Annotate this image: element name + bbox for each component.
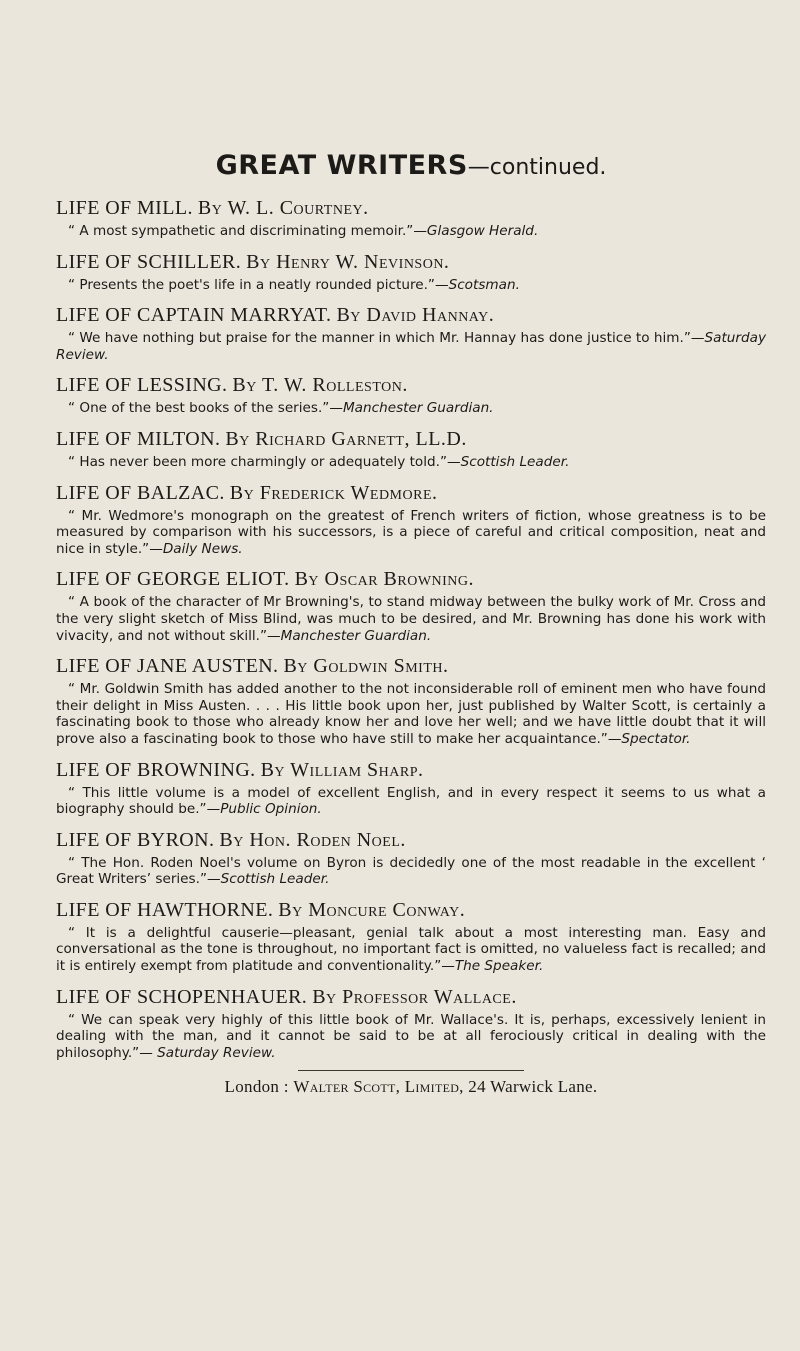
imprint-prefix: London : xyxy=(224,1077,289,1097)
review-source: —Scottish Leader. xyxy=(447,453,570,470)
book-title: LIFE OF GEORGE ELIOT. xyxy=(56,568,290,591)
author-name: By Oscar Browning. xyxy=(294,568,475,591)
author-name: By T. W. Rolleston. xyxy=(232,374,408,397)
book-entry xyxy=(56,480,766,558)
author-name: By W. L. Courtney. xyxy=(197,197,369,219)
review-source: —Scottish Leader. xyxy=(207,871,330,888)
entry-title xyxy=(56,426,766,452)
review-quote xyxy=(56,400,766,417)
quote-text: “ Has never been more charmingly or adequately told.” xyxy=(68,453,447,470)
review-quote xyxy=(56,785,766,818)
review-source: —Scotsman. xyxy=(434,276,520,293)
entry-title xyxy=(56,566,766,592)
quote-text: “ We can speak very highly of this little book of Mr. Wallace's. It is, perhaps, excessively lenient in dealing with the man, and it cannot be said to be at all ferociously critical in dealing with the philosophy.” xyxy=(56,1011,766,1061)
review-source: —Manchester Guardian. xyxy=(267,627,432,644)
footer-divider xyxy=(298,1070,524,1071)
entry-title xyxy=(56,480,766,506)
entry-title xyxy=(56,653,766,679)
author-name: By Richard Garnett, LL.D. xyxy=(225,427,467,450)
author-name: By David Hannay. xyxy=(336,304,495,327)
quote-text: “ Mr. Wedmore's monograph on the greatest of French writers of fiction, whose greatness is to be measured by comparison with his successors, is a piece of careful and critical composition, neat and nice in style.” xyxy=(56,507,766,557)
author-name: By William Sharp. xyxy=(260,758,424,781)
book-entry xyxy=(56,827,766,888)
book-entry xyxy=(56,757,766,818)
author-name: By Hon. Roden Noel. xyxy=(219,828,406,851)
book-entry xyxy=(56,426,766,471)
review-quote xyxy=(56,330,766,363)
quote-text: “ It is a delightful causerie—pleasant, genial talk about a most interesting man. Easy and conversational as the tone is throughout, no important fact is omitted, no valueless fact is recalled; and it is entirely exempt from platitude and conventionality.” xyxy=(56,924,766,975)
imprint-publisher: Walter Scott, Limited, xyxy=(293,1077,464,1097)
quote-text: “ The Hon. Roden Noel's volume on Byron is decidedly one of the most readable in the excellent ‘ Great Writers’ series.” xyxy=(56,854,766,888)
author-name: By Moncure Conway. xyxy=(278,898,466,921)
book-title: LIFE OF MILL. xyxy=(56,197,193,219)
review-quote xyxy=(56,681,766,747)
book-entry xyxy=(56,249,766,294)
quote-text: “ Presents the poet's life in a neatly rounded picture.” xyxy=(68,276,435,293)
quote-text: “ This little volume is a model of excellent English, and in every respect it seems to us what a biography should be.” xyxy=(56,784,766,818)
page-heading xyxy=(56,150,766,181)
book-entry xyxy=(56,372,766,417)
book-title: LIFE OF BALZAC. xyxy=(56,481,225,504)
book-title: LIFE OF SCHOPENHAUER. xyxy=(56,985,308,1008)
author-name: By Frederick Wedmore. xyxy=(229,481,438,504)
book-title: LIFE OF JANE AUSTEN. xyxy=(56,655,279,678)
entry-title xyxy=(56,302,766,328)
book-entry xyxy=(56,897,766,975)
author-name: By Goldwin Smith. xyxy=(283,655,449,678)
book-entry xyxy=(56,302,766,363)
review-quote xyxy=(56,223,766,240)
review-source: —The Speaker. xyxy=(441,958,544,975)
book-entry xyxy=(56,984,766,1062)
entry-title xyxy=(56,757,766,783)
book-title: LIFE OF CAPTAIN MARRYAT. xyxy=(56,304,332,327)
review-quote xyxy=(56,454,766,471)
entry-title xyxy=(56,984,766,1010)
review-source: — Saturday Review. xyxy=(139,1044,276,1061)
book-title: LIFE OF BROWNING. xyxy=(56,758,256,781)
review-source: —Saturday Review. xyxy=(56,330,766,363)
review-quote xyxy=(56,1012,766,1062)
book-title: LIFE OF LESSING. xyxy=(56,374,228,397)
review-quote xyxy=(56,508,766,558)
book-title: LIFE OF HAWTHORNE. xyxy=(56,898,274,921)
continued-label: —continued. xyxy=(467,155,607,180)
review-source: —Public Opinion. xyxy=(206,801,322,818)
book-title: LIFE OF MILTON. xyxy=(56,427,221,450)
book-entry xyxy=(56,653,766,747)
entry-title xyxy=(56,827,766,853)
author-name: By Professor Wallace. xyxy=(312,985,517,1008)
review-quote xyxy=(56,594,766,644)
quote-text: “ Mr. Goldwin Smith has added another to the not inconsiderable roll of eminent men who have found their delight in Miss Austen. . . . His little book upon her, just published by Walter Scott, is certainly a fascinating book to those who already know her and love her well; and we have little doubt that it will prove also a fascinating book to those who have still to make her acquaintance.” xyxy=(56,681,766,747)
review-quote xyxy=(56,277,766,294)
review-quote xyxy=(56,855,766,888)
review-source: —Spectator. xyxy=(607,730,691,747)
review-source: —Glasgow Herald. xyxy=(413,223,539,239)
book-entry xyxy=(56,195,766,240)
review-source: —Daily News. xyxy=(149,540,243,557)
review-source: —Manchester Guardian. xyxy=(329,400,494,417)
imprint-address: 24 Warwick Lane. xyxy=(468,1077,598,1097)
review-quote xyxy=(56,925,766,975)
quote-text: “ We have nothing but praise for the manner in which Mr. Hannay has done justice to him.” xyxy=(68,330,691,347)
publisher-imprint xyxy=(56,1077,766,1097)
author-name: By Henry W. Nevinson. xyxy=(246,250,450,273)
book-title: LIFE OF SCHILLER. xyxy=(56,250,242,273)
entry-title xyxy=(56,195,766,221)
entry-title xyxy=(56,249,766,275)
entries-list xyxy=(56,195,766,1061)
entry-title xyxy=(56,372,766,398)
quote-text: “ A book of the character of Mr Browning's, to stand midway between the bulky work of Mr. Cross and the very slight sketch of Miss Blind, was much to be desired, and Mr. Browning has done his work with vivacity, and not without skill.” xyxy=(56,594,766,644)
quote-text: “ A most sympathetic and discriminating memoir.” xyxy=(68,223,414,239)
book-title: LIFE OF BYRON. xyxy=(56,828,215,851)
series-title: GREAT WRITERS xyxy=(215,150,468,181)
quote-text: “ One of the best books of the series.” xyxy=(68,400,330,417)
entry-title xyxy=(56,897,766,923)
book-entry xyxy=(56,566,766,644)
